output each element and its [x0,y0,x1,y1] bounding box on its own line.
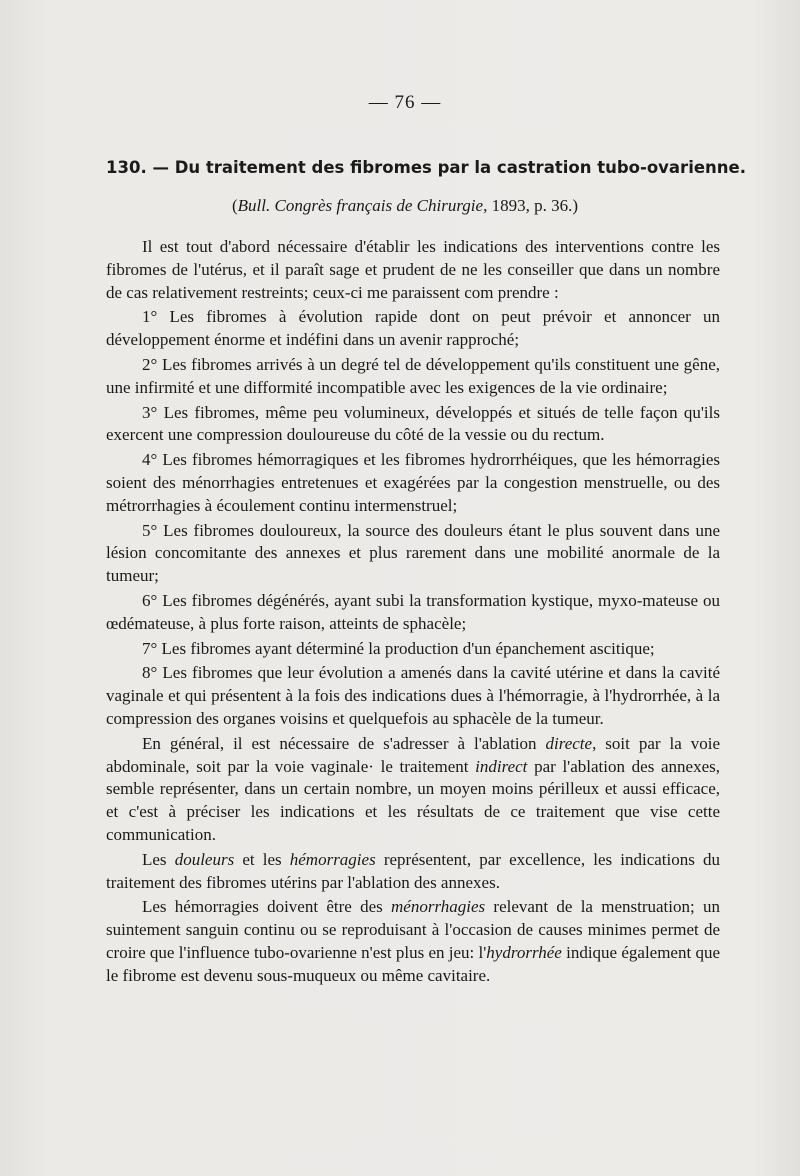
citation-source: Bull. Congrès français de Chirurgie [237,196,484,215]
paragraph-general [106,733,720,847]
list-item-2: 2° Les fibromes arrivés à un degré tel de développement qu'ils constituent une gêne, une infirmité et une difformité incompatible avec les exigences de la vie ordinaire; [106,354,720,397]
text-run: représentent, par excellence, les indications du traitement des fibromes utérins par l'ablation des annexes. [106,849,720,892]
italic-term: hydrorrhée [486,942,562,962]
text-run: par l'ablation des annexes, semble représenter, dans un certain nombre, un moyen moins périlleux et aussi efficace, et c'est à préciser les indications et les résultats de ce traitement que vise cette communication. [106,756,720,844]
text-run: relevant de la menstruation; un suintement sanguin continu ou se reproduisant à l'occasion de causes minimes permet de croire que l'influence tubo-ovarienne n'est plus en jeu: l' [106,897,720,962]
text-run: et les [234,849,290,869]
citation [0,196,800,216]
section-heading: 130. — Du traitement des fibromes par la castration tubo-ovarienne. [106,158,746,177]
text-run: , soit par la voie abdominale, soit par la voie vaginale· le traitement [106,733,720,776]
list-item-7: 7° Les fibromes ayant déterminé la production d'un épanchement ascitique; [142,638,655,658]
paragraph-intro: Il est tout d'abord nécessaire d'établir les indications des interventions contre les fibromes de l'utérus, et il paraît sage et prudent de ne les conseiller que dans un nombre de cas relativement restreints; ceux-ci me paraissent com prendre : [106,237,720,302]
paragraph-indications [106,849,720,895]
list-item-5: 5° Les fibromes douloureux, la source des douleurs étant le plus souvent dans une lésion concomitante des annexes et plus rarement dans une mobilité anormale de la tumeur; [106,520,720,586]
italic-term: ménorrhagies [391,897,486,917]
paragraph-hemorrhages [106,896,720,987]
body-text [106,236,720,988]
list-item-6: 6° Les fibromes dégénérés, ayant subi la transformation kystique, myxo-mateuse ou œdémateuse, à plus forte raison, atteints de sphacèle; [106,590,720,633]
text-run: indique également que le fibrome est devenu sous-muqueux ou même cavitaire. [106,942,721,985]
citation-rest: , 1893, p. 36.) [483,196,578,215]
list-item-4: 4° Les fibromes hémorragiques et les fibromes hydrorrhéiques, que les hémorragies soient des ménorrhagies entretenues et exagérées par la congestion menstruelle, ou des métrorrhagies à écoulement continu intermenstruel; [106,450,720,515]
italic-term: indirect [475,756,528,776]
italic-term: hémorragies [289,849,376,869]
list-item-3: 3° Les fibromes, même peu volumineux, développés et situés de telle façon qu'ils exercent une compression douloureuse du côté de la vessie ou du rectum. [106,402,720,445]
page-number: — 76 — [368,92,442,113]
list-item-1: 1° Les fibromes à évolution rapide dont on peut prévoir et annoncer un développement énorme et indéfini dans un avenir rapproché; [106,307,720,350]
italic-term: directe [545,733,593,753]
text-run: Les [142,849,175,869]
list-item-8: 8° Les fibromes que leur évolution a amenés dans la cavité utérine et dans la cavité vaginale et qui présentent à la fois des indications dues à l'hémorragie, à l'hydrorrhée, à la compression des organes voisins et quelquefois au sphacèle de la tumeur. [106,663,720,728]
citation-open: ( [232,196,238,215]
italic-term: douleurs [174,849,235,869]
text-run: Les hémorragies doivent être des [142,897,391,917]
text-run: En général, il est nécessaire de s'adresser à l'ablation [142,733,546,753]
